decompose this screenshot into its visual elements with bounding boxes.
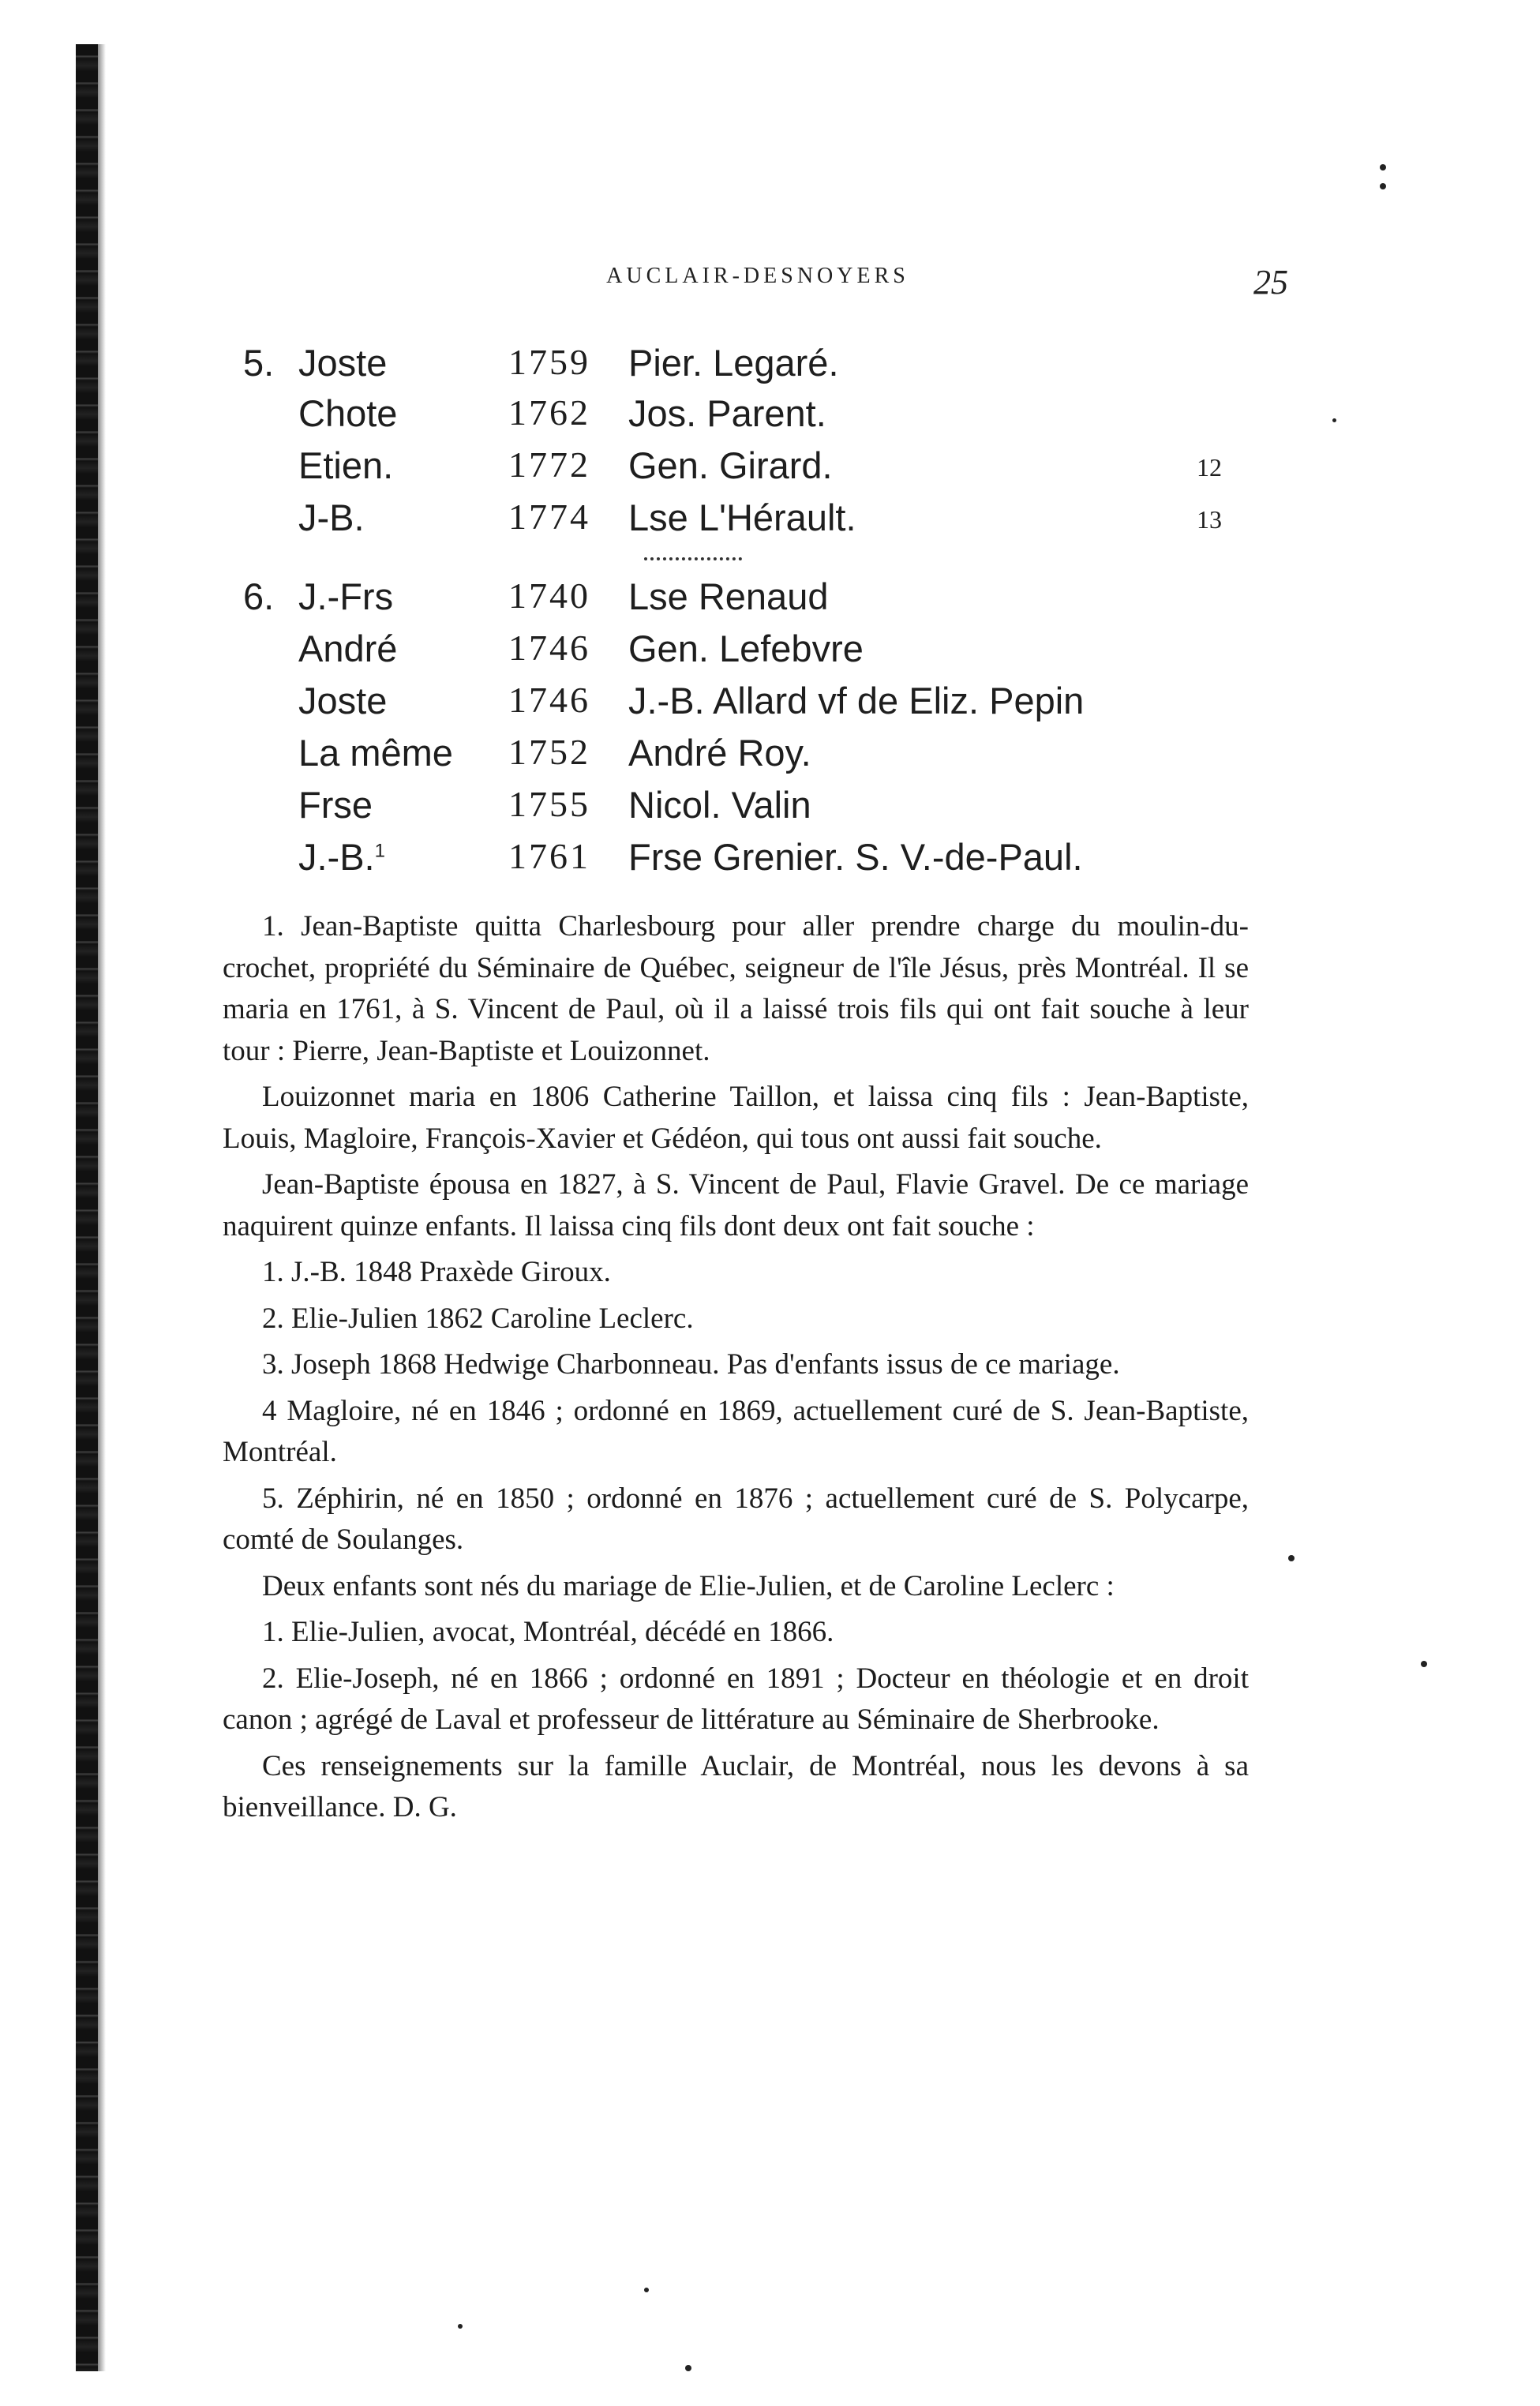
entry-year: 1746	[508, 628, 590, 668]
footnote-block	[223, 906, 1249, 1834]
entry-spouse: Gen. Lefebvre	[628, 628, 864, 669]
ink-speck	[685, 2365, 691, 2371]
entry-name: André	[298, 628, 398, 669]
entry-spouse: Gen. Girard.	[628, 444, 833, 486]
entry-name: La même	[298, 732, 453, 774]
entry-ref: 13	[1197, 505, 1222, 534]
ink-speck	[1421, 1661, 1427, 1667]
footnote-list-item: 1. Elie-Julien, avocat, Montréal, décédé en 1866.	[262, 1616, 834, 1648]
page-number: 25	[1253, 263, 1288, 302]
entry-name: Joste	[298, 680, 388, 721]
entry-spouse: Pier. Legaré.	[628, 342, 839, 384]
entry-year: 1759	[508, 342, 590, 382]
entry-spouse: Lse L'Hérault.	[628, 497, 856, 538]
entry-name: J.-Frs	[298, 575, 394, 617]
footnote-list-item: 3. Joseph 1868 Hedwige Charbonneau. Pas d'enfants issus de ce mariage.	[262, 1348, 1120, 1381]
footnote-list-item: 2. Elie-Julien 1862 Caroline Leclerc.	[262, 1302, 694, 1335]
entry-year: 1774	[508, 497, 590, 537]
footnote-paragraph: Louizonnet maria en 1806 Catherine Taillon, et laissa cinq fils : Jean-Baptiste, Louis, Magloire, François-Xavier et Gédéon, qui tous ont aussi fait souche.	[223, 1081, 1249, 1155]
entry-year: 1762	[508, 392, 590, 433]
running-title: AUCLAIR-DESNOYERS	[606, 264, 909, 288]
ink-speck	[1380, 164, 1386, 171]
footnote-paragraph: Deux enfants sont nés du mariage de Elie-Julien, et de Caroline Leclerc :	[262, 1569, 1115, 1602]
ink-speck	[644, 2288, 649, 2292]
entry-spouse: Jos. Parent.	[628, 392, 826, 434]
footnote-list-item: 5. Zéphirin, né en 1850 ; ordonné en 1876 ; actuellement curé de S. Polycarpe, comté de Soulanges.	[223, 1482, 1249, 1556]
ink-speck	[458, 2324, 463, 2329]
footnote-marker: 1	[374, 840, 385, 862]
entry-year: 1740	[508, 575, 590, 616]
entry-year: 1746	[508, 680, 590, 720]
footnote-list-item: 1. J.-B. 1848 Praxède Giroux.	[262, 1256, 611, 1288]
ink-speck	[1288, 1555, 1295, 1561]
entry-year: 1761	[508, 836, 590, 876]
footnote-list-item: 4 Magloire, né en 1846 ; ordonné en 1869, actuellement curé de S. Jean-Baptiste, Montréal.	[223, 1394, 1249, 1468]
entry-spouse: Nicol. Valin	[628, 784, 811, 826]
book-binding-edge	[76, 44, 98, 2371]
footnote-paragraph: Jean-Baptiste épousa en 1827, à S. Vincent de Paul, Flavie Gravel. De ce mariage naquirent quinze enfants. Il laissa cinq fils dont deux ont fait souche :	[223, 1168, 1249, 1242]
section-separator	[644, 557, 742, 560]
entry-name: Chote	[298, 392, 398, 434]
entry-spouse: Lse Renaud	[628, 575, 829, 617]
entry-spouse: J.-B. Allard vf de Eliz. Pepin	[628, 680, 1085, 721]
entry-spouse: Frse Grenier. S. V.-de-Paul.	[628, 836, 1083, 878]
entry-name: J-B.	[298, 497, 365, 538]
entry-name	[298, 835, 385, 879]
entry-name: Joste	[298, 342, 388, 384]
footnote-paragraph: 1. Jean-Baptiste quitta Charlesbourg pour aller prendre charge du moulin-du-crochet, propriété du Séminaire de Québec, seigneur de l'île Jésus, près Montréal. Il se maria en 1761, à S. Vincent de Paul, où il a laissé trois fils qui ont fait souche à leur tour : Pierre, Jean-Baptiste et Louizonnet.	[223, 910, 1249, 1067]
entry-spouse: André Roy.	[628, 732, 811, 774]
entry-year: 1772	[508, 444, 590, 485]
entry-year: 1755	[508, 784, 590, 824]
entry-name: Frse	[298, 784, 373, 826]
footnote-list-item: 2. Elie-Joseph, né en 1866 ; ordonné en 1891 ; Docteur en théologie et en droit canon ; agrégé de Laval et professeur de littérature au Séminaire de Sherbrooke.	[223, 1662, 1249, 1736]
entry-number: 6.	[243, 575, 275, 617]
entry-year: 1752	[508, 732, 590, 772]
entry-name-text: J.-B.	[298, 836, 375, 878]
entry-ref: 12	[1197, 453, 1222, 482]
ink-speck	[1380, 183, 1386, 189]
entry-number: 5.	[243, 342, 275, 384]
footnote-paragraph: Ces renseignements sur la famille Auclair, de Montréal, nous les devons à sa bienveillance. D. G.	[223, 1749, 1249, 1823]
entry-name: Etien.	[298, 444, 394, 486]
ink-speck	[1332, 418, 1336, 422]
